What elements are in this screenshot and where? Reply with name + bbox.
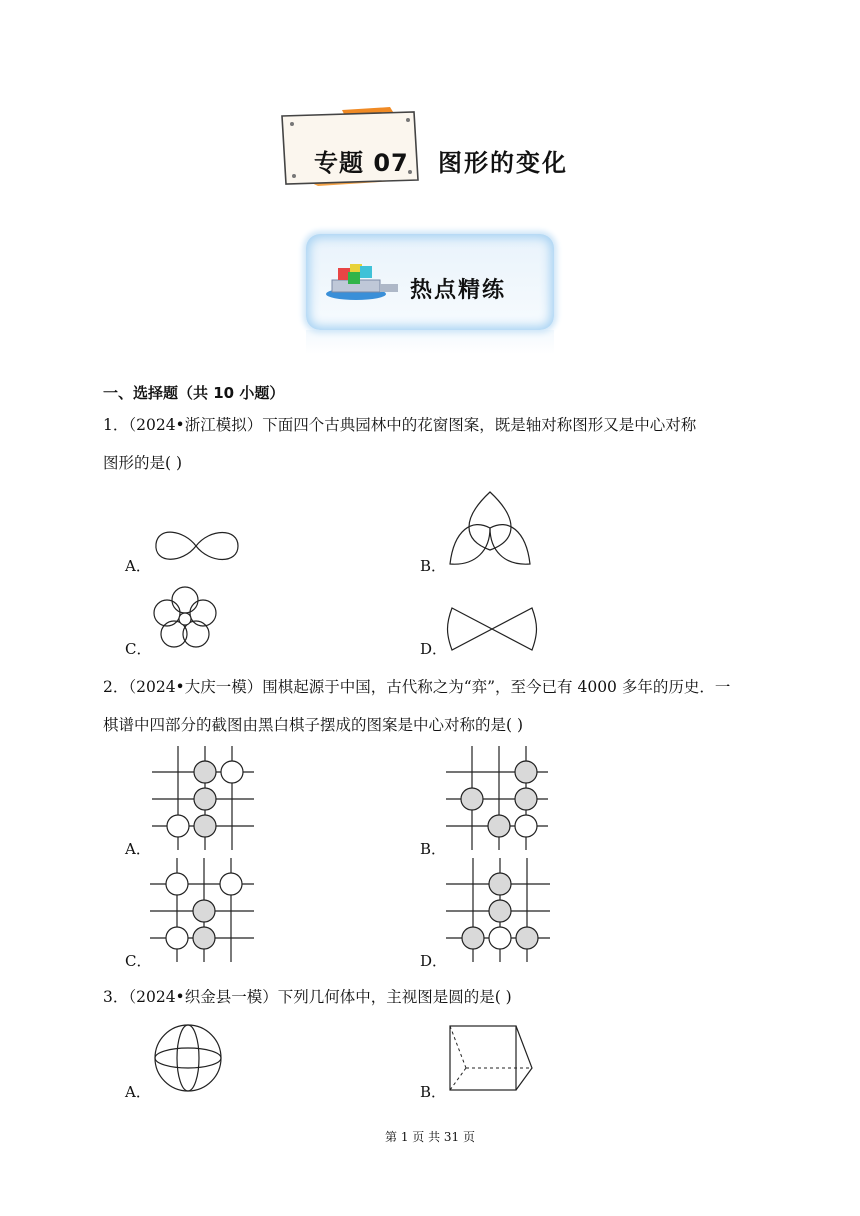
section-heading: 一、选择题（共 10 小题） (103, 384, 285, 402)
question-1-line-1: 1．（2024•浙江模拟）下面四个古典园林中的花窗图案，既是轴对称图形又是中心对称 (103, 416, 697, 434)
q2-option-d-label[interactable]: D． (420, 952, 448, 970)
q1-option-b-trefoil-figure (446, 488, 536, 568)
q1-option-a-label[interactable]: A． (125, 557, 151, 575)
question-3-line-1: 3．（2024•织金县一模）下列几何体中，主视图是圆的是( ) (103, 988, 512, 1006)
banner-reflection (306, 330, 554, 354)
q2-option-b-label[interactable]: B． (420, 840, 447, 858)
q1-option-b-label[interactable]: B． (420, 557, 447, 575)
question-2-line-2: 棋谱中四部分的截图由黑白棋子摆成的图案是中心对称的是( ) (103, 716, 524, 734)
page-footer: 第 1 页 共 31 页 (385, 1130, 475, 1144)
q3-option-a-label[interactable]: A． (125, 1083, 151, 1101)
q1-option-c-flower-figure (150, 584, 220, 654)
question-1-line-2: 图形的是( ) (103, 454, 183, 472)
q1-option-d-bowtie-figure (448, 604, 538, 654)
page-title: 图形的变化 (438, 149, 568, 177)
q1-option-d-label[interactable]: D． (420, 640, 448, 658)
q2-option-d-go-board (446, 858, 552, 964)
q2-option-a-go-board (152, 746, 258, 852)
q2-option-c-go-board (150, 858, 256, 964)
q2-option-b-go-board (446, 746, 552, 852)
q2-option-a-label[interactable]: A． (125, 840, 151, 858)
q3-option-b-label[interactable]: B． (420, 1083, 447, 1101)
q1-option-c-label[interactable]: C． (125, 640, 152, 658)
q3-option-b-prism-figure (444, 1024, 540, 1096)
question-2-line-1: 2．（2024•大庆一模）围棋起源于中国，古代称之为“弈”，至今已有 4000 多年的历史．一 (103, 678, 731, 696)
banner-title: 热点精练 (410, 278, 507, 303)
q3-option-a-sphere-figure (152, 1022, 228, 1098)
q2-option-c-label[interactable]: C． (125, 952, 152, 970)
cubes-icon (322, 254, 402, 304)
topic-label: 专题 07 (314, 149, 409, 177)
q1-option-a-infinity-figure (152, 524, 242, 572)
